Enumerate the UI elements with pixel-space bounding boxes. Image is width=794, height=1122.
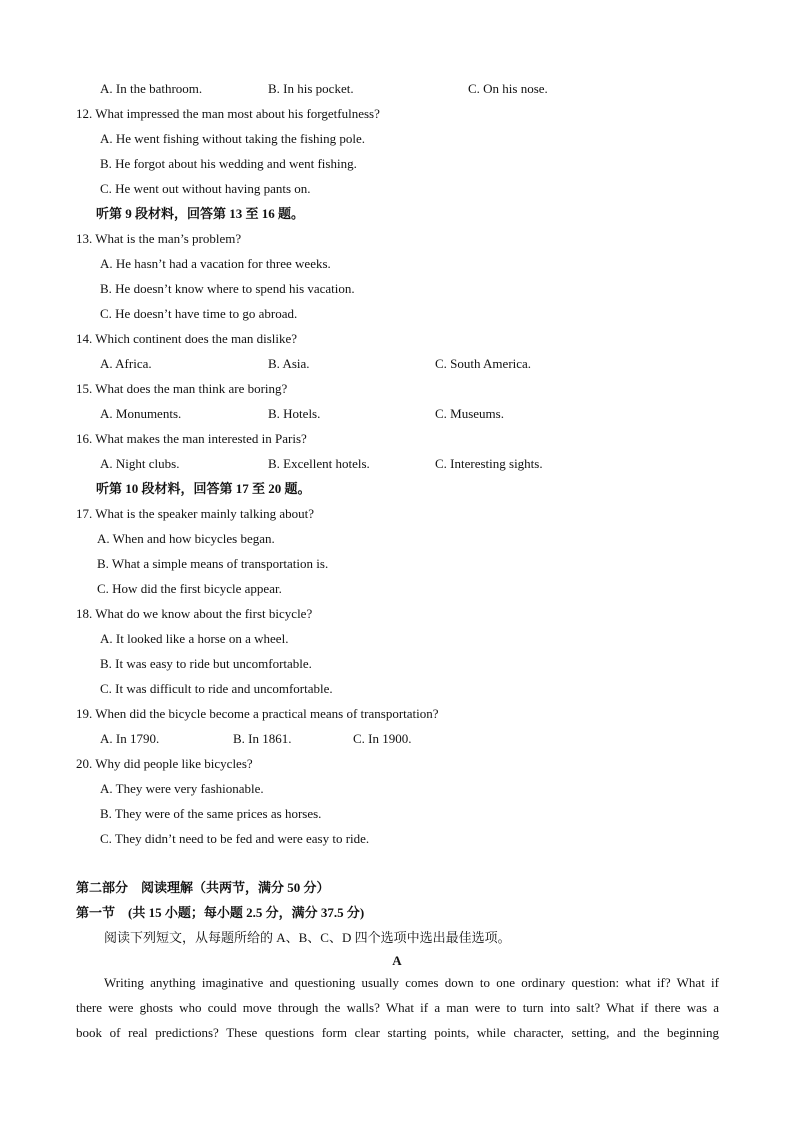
q13-stem: 13. What is the man’s problem? [76,231,242,246]
q18-option-c: C. It was difficult to ride and uncomfortable. [100,681,333,696]
q18-option-a: A. It looked like a horse on a wheel. [100,631,289,646]
q19-option-c: C. In 1900. [353,731,412,746]
q11-option-b: B. In his pocket. [268,81,354,96]
q15-stem: 15. What does the man think are boring? [76,381,288,396]
q20-option-b: B. They were of the same prices as horses. [100,806,322,821]
q19-option-a: A. In 1790. [100,731,160,746]
q16-option-c: C. Interesting sights. [435,456,543,471]
reading-instructions: 阅读下列短文，从每题所给的 A、B、C、D 四个选项中选出最佳选项。 [104,930,511,945]
section-1-title: 第一节 (共 15 小题；每小题 2.5 分，满分 37.5 分) [76,905,365,920]
q20-option-a: A. They were very fashionable. [100,781,264,796]
section-9-heading: 听第 9 段材料，回答第 13 至 16 题。 [96,206,305,221]
q12-stem: 12. What impressed the man most about his forgetfulness? [76,106,380,121]
passage-line-1: Writing anything imaginative and questioning usually comes down to one ordinary question: what if? What if [104,975,719,990]
section-10-heading: 听第 10 段材料，回答第 17 至 20 题。 [96,481,311,496]
q14-option-b: B. Asia. [268,356,310,371]
q16-stem: 16. What makes the man interested in Paris? [76,431,307,446]
q15-option-c: C. Museums. [435,406,504,421]
passage-line-3: book of real predictions? These questions form clear starting points, while character, setting, and the beginning [76,1025,719,1040]
q15-option-b: B. Hotels. [268,406,321,421]
q17-option-c: C. How did the first bicycle appear. [97,581,282,596]
q12-option-a: A. He went fishing without taking the fishing pole. [100,131,366,146]
q11-option-c: C. On his nose. [468,81,548,96]
q14-stem: 14. Which continent does the man dislike? [76,331,298,346]
passage-letter: A [392,953,402,968]
q16-option-a: A. Night clubs. [100,456,180,471]
part-2-title: 第二部分 阅读理解（共两节，满分 50 分） [76,880,330,895]
passage-line-2: there were ghosts who could move through the walls? What if a man were to turn into salt? What if there was a [76,1000,719,1015]
q14-option-c: C. South America. [435,356,532,371]
q12-option-c: C. He went out without having pants on. [100,181,311,196]
q20-stem: 20. Why did people like bicycles? [76,756,253,771]
q11-option-a: A. In the bathroom. [100,81,203,96]
q16-option-b: B. Excellent hotels. [268,456,370,471]
q13-option-a: A. He hasn’t had a vacation for three weeks. [100,256,331,271]
q19-stem: 19. When did the bicycle become a practical means of transportation? [76,706,439,721]
q14-option-a: A. Africa. [100,356,152,371]
q17-option-a: A. When and how bicycles began. [97,531,275,546]
q12-option-b: B. He forgot about his wedding and went fishing. [100,156,357,171]
q18-stem: 18. What do we know about the first bicycle? [76,606,313,621]
q15-option-a: A. Monuments. [100,406,182,421]
q20-option-c: C. They didn’t need to be fed and were easy to ride. [100,831,370,846]
q13-option-c: C. He doesn’t have time to go abroad. [100,306,298,321]
q13-option-b: B. He doesn’t know where to spend his vacation. [100,281,355,296]
q19-option-b: B. In 1861. [233,731,292,746]
q18-option-b: B. It was easy to ride but uncomfortable. [100,656,312,671]
q17-option-b: B. What a simple means of transportation is. [97,556,329,571]
q17-stem: 17. What is the speaker mainly talking about? [76,506,315,521]
